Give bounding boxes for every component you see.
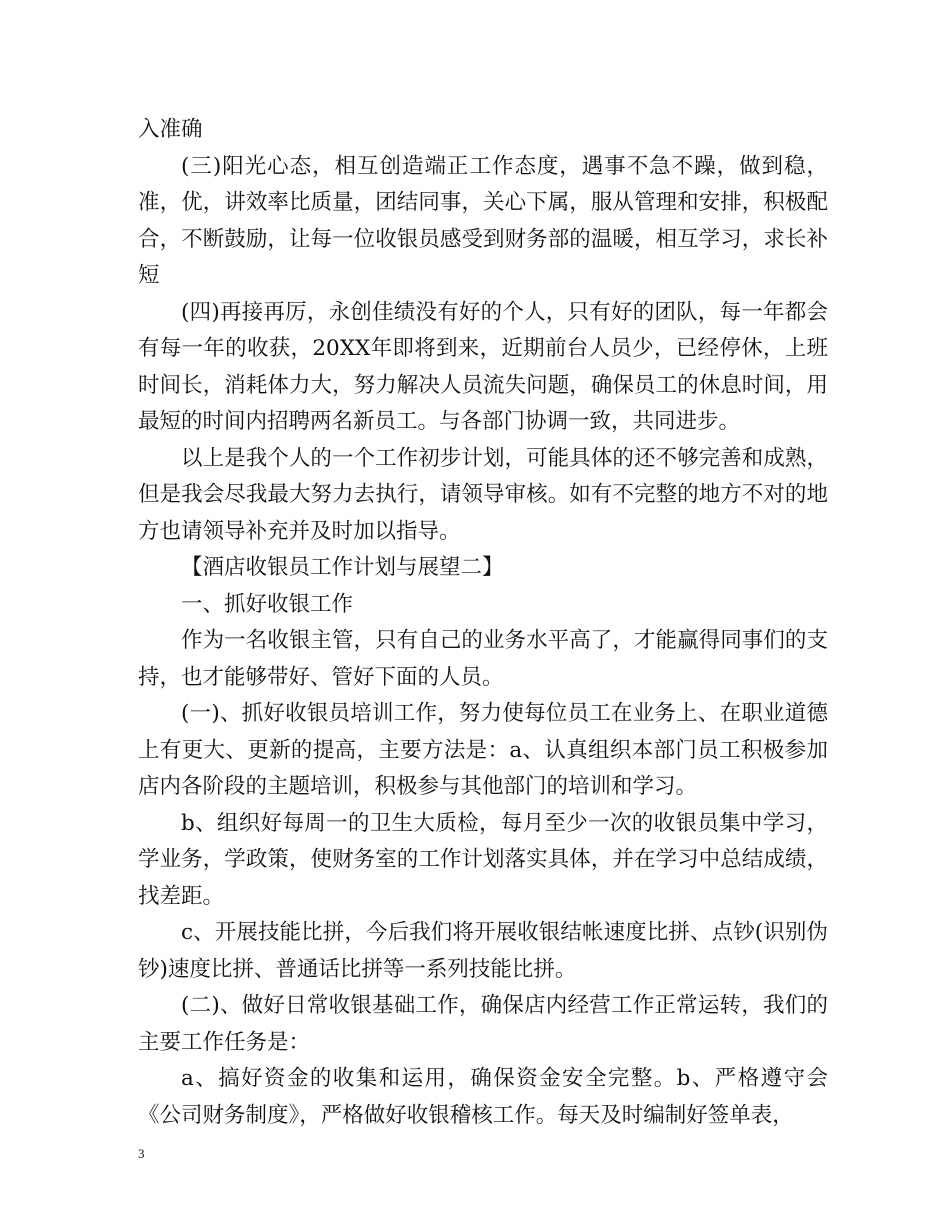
paragraph-sunshine-attitude: (三)阳光心态，相互创造端正工作态度，遇事不急不躁，做到稳，准，优，讲效率比质量，团结同事，关心下属，服从管理和安排，积极配合，不断鼓励，让每一位收银员感受到财务部的温暖，相互学习，求长补短 — [138, 153, 828, 288]
paragraph-weekly-inspection: b、组织好每周一的卫生大质检，每月至少一次的收银员集中学习，学业务，学政策，使财务室的工作计划落实具体，并在学习中总结成绩，找差距。 — [138, 810, 828, 909]
paragraph-skill-competition: c、开展技能比拼，今后我们将开展收银结帐速度比拼、点钞(识别伪钞)速度比拼、普通话比拼等一系列技能比拼。 — [138, 920, 828, 982]
paragraph-training: (一)、抓好收银员培训工作，努力使每位员工在业务上、在职业道德上有更大、更新的提高，主要方法是：a、认真组织本部门员工积极参加店内各阶段的主题培训，积极参与其他部门的培训和学习。 — [138, 701, 828, 799]
paragraph-plan-summary: 以上是我个人的一个工作初步计划，可能具体的还不够完善和成熟，但是我会尽我最大努力去执行，请领导审核。如有不完整的地方不对的地方也请领导补充并及时加以指导。 — [138, 445, 828, 544]
paragraph-keep-striving: (四)再接再厉，永创佳绩没有好的个人，只有好的团队，每一年都会有每一年的收获，20XX年即将到来，近期前台人员少，已经停休，上班时间长，消耗体力大，努力解决人员流失问题，确保员工的休息时间，用最短的时间内招聘两名新员工。与各部门协调一致，共同进步。 — [138, 299, 828, 434]
page-number: 3 — [138, 1146, 145, 1161]
paragraph-continuation: 入准确 — [138, 117, 203, 142]
paragraph-fund-management: a、搞好资金的收集和运用，确保资金安全完整。b、严格遵守会《公司财务制度》，严格做好收银稽核工作。每天及时编制好签单表， — [138, 1066, 828, 1128]
paragraph-supervisor-role: 作为一名收银主管，只有自己的业务水平高了，才能赢得同事们的支持，也才能够带好、管好下面的人员。 — [138, 628, 828, 690]
section-heading-plan-two: 【酒店收银员工作计划与展望二】 — [181, 555, 504, 580]
document-body — [138, 112, 828, 1134]
heading-cashier-work: 一、抓好收银工作 — [181, 591, 354, 617]
paragraph-daily-work: (二)、做好日常收银基础工作，确保店内经营工作正常运转，我们的主要工作任务是： — [138, 993, 828, 1055]
